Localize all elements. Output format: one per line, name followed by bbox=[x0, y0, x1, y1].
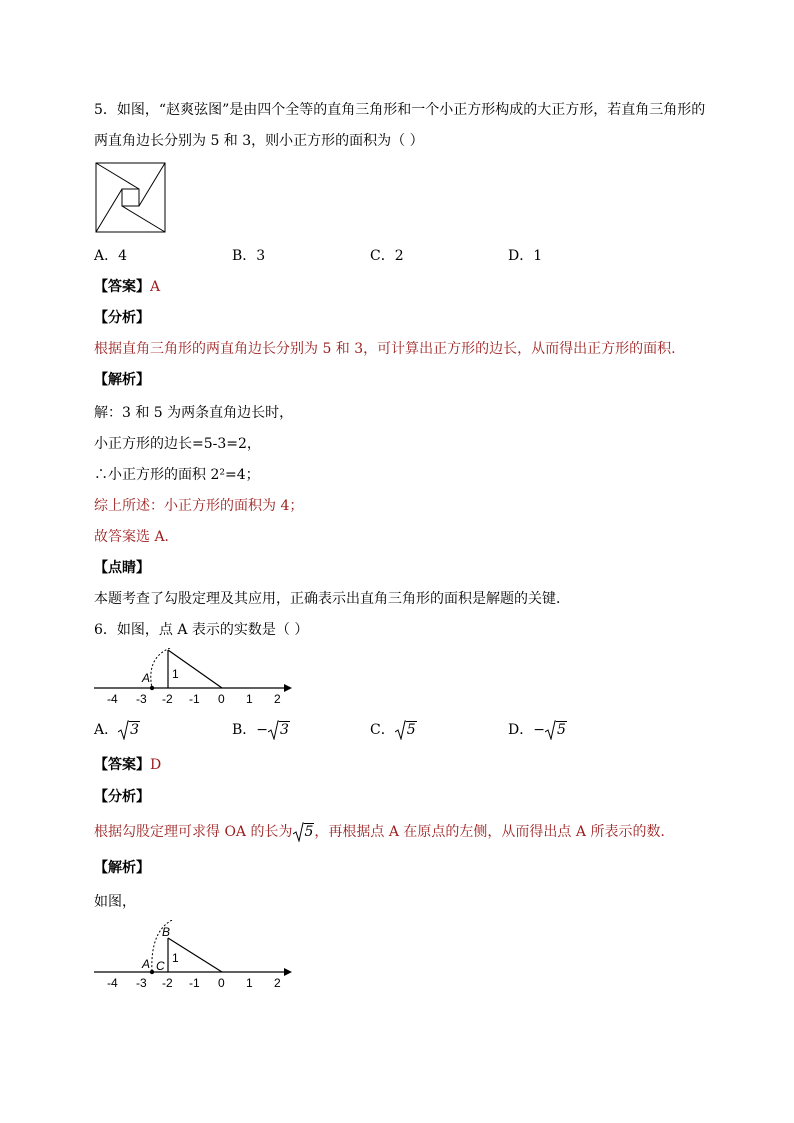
q6-choice-b bbox=[232, 720, 290, 740]
q5-solution-line: 综上所述：小正方形的面积为 4； bbox=[94, 498, 304, 514]
q5-analysis-text: 根据直角三角形的两直角边长分别为 5 和 3，可计算出正方形的边长，从而得出正方形的面积. bbox=[94, 341, 676, 357]
tick-label: 1 bbox=[246, 976, 253, 990]
q5-comment-text: 本题考查了勾股定理及其应用，正确表示出直角三角形的面积是解题的关键． bbox=[94, 591, 570, 607]
q5-choice-d: D．1 bbox=[508, 248, 543, 264]
axis-arrow-icon bbox=[284, 684, 292, 692]
q5-choice-b: B．3 bbox=[232, 248, 266, 264]
tick-label: 2 bbox=[274, 976, 281, 990]
choice-sign: − bbox=[256, 722, 269, 738]
q6-solution-label: 【解析】 bbox=[94, 860, 150, 876]
tick-label: -2 bbox=[162, 692, 173, 706]
q6-analysis-label: 【分析】 bbox=[94, 789, 150, 805]
point-a-dot bbox=[150, 970, 154, 974]
q6-answer-value: D bbox=[150, 757, 162, 773]
tick-label: 1 bbox=[246, 692, 253, 706]
tick-label: -3 bbox=[136, 692, 147, 706]
q5-solution-line: 故答案选 A． bbox=[94, 529, 179, 545]
q5-answer-label: 【答案】 bbox=[94, 279, 150, 295]
choice-sign: − bbox=[533, 722, 545, 738]
zhao-shuang-figure bbox=[95, 162, 167, 234]
tick-label: 0 bbox=[218, 692, 225, 706]
axis-arrow-icon bbox=[284, 968, 292, 976]
q5-solution-label: 【解析】 bbox=[94, 372, 150, 388]
tick-label: 2 bbox=[274, 692, 281, 706]
radicand: 3 bbox=[130, 722, 140, 738]
radicand: 5 bbox=[556, 722, 566, 738]
q5-solution-line: 小正方形的边长=5-3=2， bbox=[94, 436, 261, 452]
sqrt-symbol bbox=[293, 822, 315, 842]
q5-choice-a: A．4 bbox=[94, 248, 128, 264]
q5-answer bbox=[94, 277, 160, 297]
q5-stem-line1: 5．如图，“赵爽弦图”是由四个全等的直角三角形和一个小正方形构成的大正方形，若直角三角形的 bbox=[94, 102, 706, 118]
tick-label: -2 bbox=[162, 976, 173, 990]
q6-analysis-text bbox=[94, 822, 674, 842]
analysis-post: ，再根据点 A 在原点的左侧，从而得出点 A 所表示的数． bbox=[314, 824, 675, 840]
sqrt-symbol bbox=[545, 720, 567, 740]
radicand: 5 bbox=[304, 824, 314, 840]
point-a-label: A bbox=[142, 671, 151, 685]
radicand: 5 bbox=[406, 722, 416, 738]
radicand: 3 bbox=[280, 722, 289, 738]
sqrt-symbol bbox=[118, 720, 140, 740]
choice-letter: C． bbox=[370, 722, 395, 738]
leg-length-label: 1 bbox=[172, 951, 179, 965]
q5-comment-label: 【点睛】 bbox=[94, 560, 150, 576]
q6-number-line-figure bbox=[94, 648, 298, 706]
point-c-label: C bbox=[156, 959, 165, 973]
choice-letter: B． bbox=[232, 722, 257, 738]
q5-choice-c: C．2 bbox=[370, 248, 404, 264]
sqrt-symbol bbox=[268, 720, 290, 740]
compass-arc bbox=[151, 648, 170, 688]
tick-label: -4 bbox=[107, 976, 118, 990]
q5-answer-value: A bbox=[150, 279, 161, 295]
q6-solution-figure bbox=[94, 920, 298, 992]
tick-label: -4 bbox=[107, 692, 118, 706]
q6-choice-a bbox=[94, 720, 140, 740]
q5-solution-line: ∴小正方形的面积 2²=4； bbox=[94, 467, 260, 483]
q5-solution-line: 解：3 和 5 为两条直角边长时， bbox=[94, 405, 294, 421]
q6-choice-d bbox=[508, 720, 567, 740]
tick-label: -3 bbox=[136, 976, 147, 990]
tick-label: -1 bbox=[189, 692, 200, 706]
q5-stem-line2: 两直角边长分别为 5 和 3，则小正方形的面积为（ ） bbox=[94, 133, 424, 149]
choice-letter: A． bbox=[94, 722, 119, 738]
point-a-dot bbox=[150, 686, 154, 690]
choice-letter: D． bbox=[508, 722, 534, 738]
tick-label: -1 bbox=[189, 976, 200, 990]
q6-stem: 6．如图，点 A 表示的实数是（ ） bbox=[94, 622, 309, 638]
q6-answer-label: 【答案】 bbox=[94, 757, 150, 773]
q6-solution-text: 如图， bbox=[94, 894, 136, 910]
q6-answer bbox=[94, 755, 161, 775]
point-b-label: B bbox=[162, 925, 171, 939]
q5-analysis-label: 【分析】 bbox=[94, 310, 150, 326]
tick-label: 0 bbox=[218, 976, 225, 990]
analysis-pre: 根据勾股定理可求得 OA 的长为 bbox=[94, 824, 293, 840]
sqrt-symbol bbox=[395, 720, 417, 740]
leg-length-label: 1 bbox=[172, 667, 179, 681]
q6-choice-c bbox=[370, 720, 417, 740]
point-a-label: A bbox=[142, 957, 151, 971]
